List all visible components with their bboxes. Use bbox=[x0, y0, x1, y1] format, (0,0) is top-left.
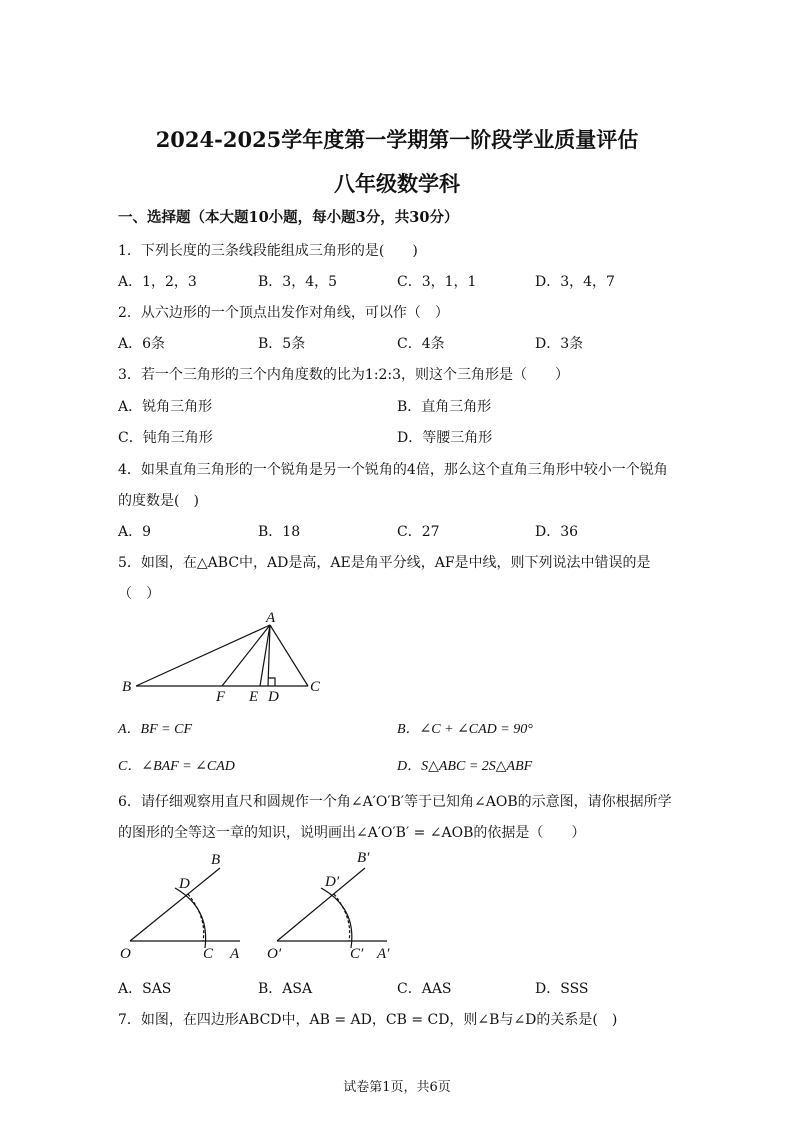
question-6-stem-line2: 的图形的全等这一章的知识，说明画出∠A′O′B′ = ∠AOB的依据是（ ） bbox=[118, 825, 586, 841]
question-1-stem: 1．下列长度的三条线段能组成三角形的是( ) bbox=[118, 243, 418, 259]
q5-label-b: B bbox=[122, 679, 132, 695]
question-2-stem: 2．从六边形的一个顶点出发作对角线，可以作（ ） bbox=[118, 305, 449, 321]
q6-label-b-prime: B′ bbox=[357, 850, 370, 866]
q6-label-a-prime: A′ bbox=[377, 946, 390, 962]
q3-option-a: A．锐角三角形 bbox=[118, 399, 213, 415]
q6-option-b: B．ASA bbox=[258, 981, 313, 997]
q6-option-d: D．SSS bbox=[535, 981, 589, 997]
q6-compass-figure bbox=[115, 848, 415, 963]
q1-option-c: C．3，1，1 bbox=[397, 274, 477, 290]
question-6-stem-line1: 6．请仔细观察用直尺和圆规作一个角∠A′O′B′等于已知角∠AOB的示意图，请你根据所学 bbox=[118, 794, 672, 810]
q5-side-ab bbox=[136, 625, 270, 686]
q2-option-d: D．3条 bbox=[535, 336, 584, 352]
q2-option-c: C．4条 bbox=[397, 336, 445, 352]
question-3-stem: 3．若一个三角形的三个内角度数的比为1:2:3，则这个三角形是（ ） bbox=[118, 367, 570, 383]
q5-option-a: A．BF = CF bbox=[118, 722, 192, 737]
q5-option-c: C．∠BAF = ∠CAD bbox=[118, 759, 235, 774]
q6-label-b: B bbox=[211, 852, 221, 868]
q2-option-a: A．6条 bbox=[118, 336, 166, 352]
q5-label-a: A bbox=[266, 610, 276, 626]
q1-option-d: D．3，4，7 bbox=[535, 274, 615, 290]
q1-option-b: B．3，4，5 bbox=[258, 274, 338, 290]
paper-subtitle: 八年级数学科 bbox=[334, 171, 460, 196]
q4-option-b: B．18 bbox=[258, 524, 301, 540]
q5-median-af bbox=[222, 625, 270, 686]
q6-label-a: A bbox=[230, 946, 240, 962]
q6-ray-ob bbox=[130, 868, 220, 941]
q5-option-b: B．∠C + ∠CAD = 90° bbox=[397, 722, 533, 737]
q3-option-d: D．等腰三角形 bbox=[397, 430, 493, 446]
q3-option-c: C．钝角三角形 bbox=[118, 430, 213, 446]
q5-side-ac bbox=[270, 625, 308, 686]
q3-option-b: B．直角三角形 bbox=[397, 399, 492, 415]
q5-label-e: E bbox=[249, 689, 259, 705]
q4-option-d: D．36 bbox=[535, 524, 579, 540]
q6-label-d-prime: D′ bbox=[325, 874, 340, 890]
q4-option-a: A．9 bbox=[118, 524, 152, 540]
q6-dashed-dc bbox=[188, 894, 204, 941]
section-heading: 一、选择题（本大题10小题，每小题3分，共30分） bbox=[118, 209, 459, 226]
question-4-stem-line2: 的度数是( ) bbox=[118, 493, 199, 509]
q6-label-c-prime: C′ bbox=[350, 946, 364, 962]
q1-option-a: A．1，2，3 bbox=[118, 274, 197, 290]
q6-option-c: C．AAS bbox=[397, 981, 452, 997]
q5-right-angle-mark bbox=[268, 678, 275, 686]
q6-label-o-prime: O′ bbox=[267, 946, 282, 962]
q4-option-c: C．27 bbox=[397, 524, 440, 540]
q6-label-d: D bbox=[179, 876, 190, 892]
q5-label-f: F bbox=[216, 689, 226, 705]
page-footer: 试卷第1页，共6页 bbox=[343, 1080, 451, 1095]
q2-option-b: B．5条 bbox=[258, 336, 306, 352]
q6-dashed-d2c2 bbox=[334, 894, 350, 941]
paper-title: 2024-2025学年度第一学期第一阶段学业质量评估 bbox=[155, 127, 639, 152]
q6-label-o: O bbox=[120, 946, 131, 962]
question-5-stem-line2: （ ） bbox=[118, 586, 160, 602]
question-5-stem-line1: 5．如图，在△ABC中，AD是高，AE是角平分线，AF是中线，则下列说法中错误的是 bbox=[118, 555, 651, 571]
q5-label-d: D bbox=[268, 689, 279, 705]
q5-option-d: D．S△ABC = 2S△ABF bbox=[397, 759, 533, 774]
q5-label-c: C bbox=[310, 679, 321, 695]
q5-triangle-figure bbox=[118, 610, 338, 705]
question-7-stem: 7．如图，在四边形ABCD中，AB = AD，CB = CD，则∠B与∠D的关系是( ) bbox=[118, 1012, 618, 1028]
q6-label-c: C bbox=[203, 946, 214, 962]
question-4-stem-line1: 4．如果直角三角形的一个锐角是另一个锐角的4倍，那么这个直角三角形中较小一个锐角 bbox=[118, 462, 668, 478]
q6-option-a: A．SAS bbox=[118, 981, 172, 997]
